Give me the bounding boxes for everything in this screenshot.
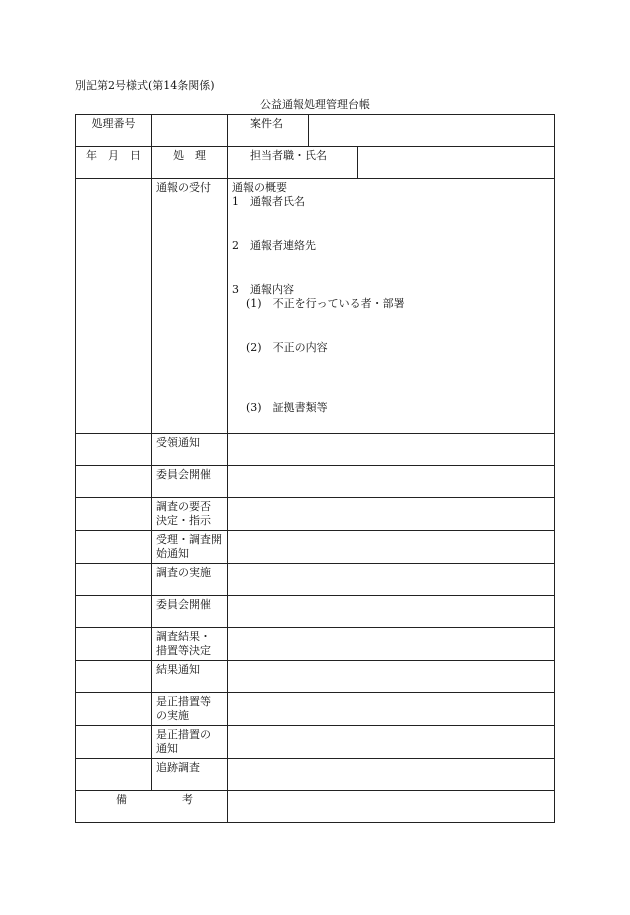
step-label: 委員会開催 xyxy=(152,596,228,628)
step-label: 調査の要否 決定・指示 xyxy=(152,498,228,531)
ledger-table xyxy=(75,114,555,823)
row-step xyxy=(76,726,555,759)
label-case-name: 案件名 xyxy=(250,117,283,130)
label-remarks-1: 備 xyxy=(116,793,127,806)
row-step xyxy=(76,564,555,596)
value-case-name xyxy=(308,115,554,146)
row-column-headers xyxy=(76,147,555,179)
label-intake: 通報の受付 xyxy=(152,179,228,434)
overview-item-2: 2 通報者連絡先 xyxy=(232,239,316,252)
form-reference-note: 別記第2号様式(第14条関係) xyxy=(75,79,215,92)
intake-overview xyxy=(228,179,555,434)
step-label: 是正措置等 の実施 xyxy=(152,693,228,726)
step-label: 追跡調査 xyxy=(152,759,228,791)
intake-date-cell xyxy=(76,179,152,434)
label-remarks-2: 考 xyxy=(182,793,193,806)
value-person-in-charge xyxy=(357,147,554,178)
step-label: 是正措置の 通知 xyxy=(152,726,228,759)
row-step xyxy=(76,693,555,726)
row-step xyxy=(76,628,555,661)
row-step xyxy=(76,531,555,564)
step-label: 結果通知 xyxy=(152,661,228,693)
step-label: 調査の実施 xyxy=(152,564,228,596)
document-title: 公益通報処理管理台帳 xyxy=(260,98,370,111)
value-remarks xyxy=(228,791,555,823)
row-step xyxy=(76,434,555,466)
step-label: 受理・調査開 始通知 xyxy=(152,531,228,564)
row-remarks xyxy=(76,791,555,823)
row-step xyxy=(76,661,555,693)
overview-item-1: 1 通報者氏名 xyxy=(232,195,305,208)
value-processing-number xyxy=(152,115,228,147)
overview-sub-3: (3) 証拠書類等 xyxy=(246,401,328,414)
label-processing-number: 処理番号 xyxy=(76,115,152,147)
row-step xyxy=(76,596,555,628)
overview-sub-1: (1) 不正を行っている者・部署 xyxy=(246,297,405,310)
label-date: 年 月 日 xyxy=(76,147,152,179)
step-label: 受領通知 xyxy=(152,434,228,466)
label-person-in-charge: 担当者職・氏名 xyxy=(250,149,327,162)
row-step xyxy=(76,759,555,791)
row-step xyxy=(76,498,555,531)
step-label: 委員会開催 xyxy=(152,466,228,498)
row-step xyxy=(76,466,555,498)
row-intake xyxy=(76,179,555,434)
row-processing-number xyxy=(76,115,555,147)
overview-item-3: 3 通報内容 xyxy=(232,283,294,296)
label-process: 処 理 xyxy=(152,147,228,179)
overview-sub-2: (2) 不正の内容 xyxy=(246,341,328,354)
overview-title: 通報の概要 xyxy=(232,181,287,194)
step-label: 調査結果・ 措置等決定 xyxy=(152,628,228,661)
